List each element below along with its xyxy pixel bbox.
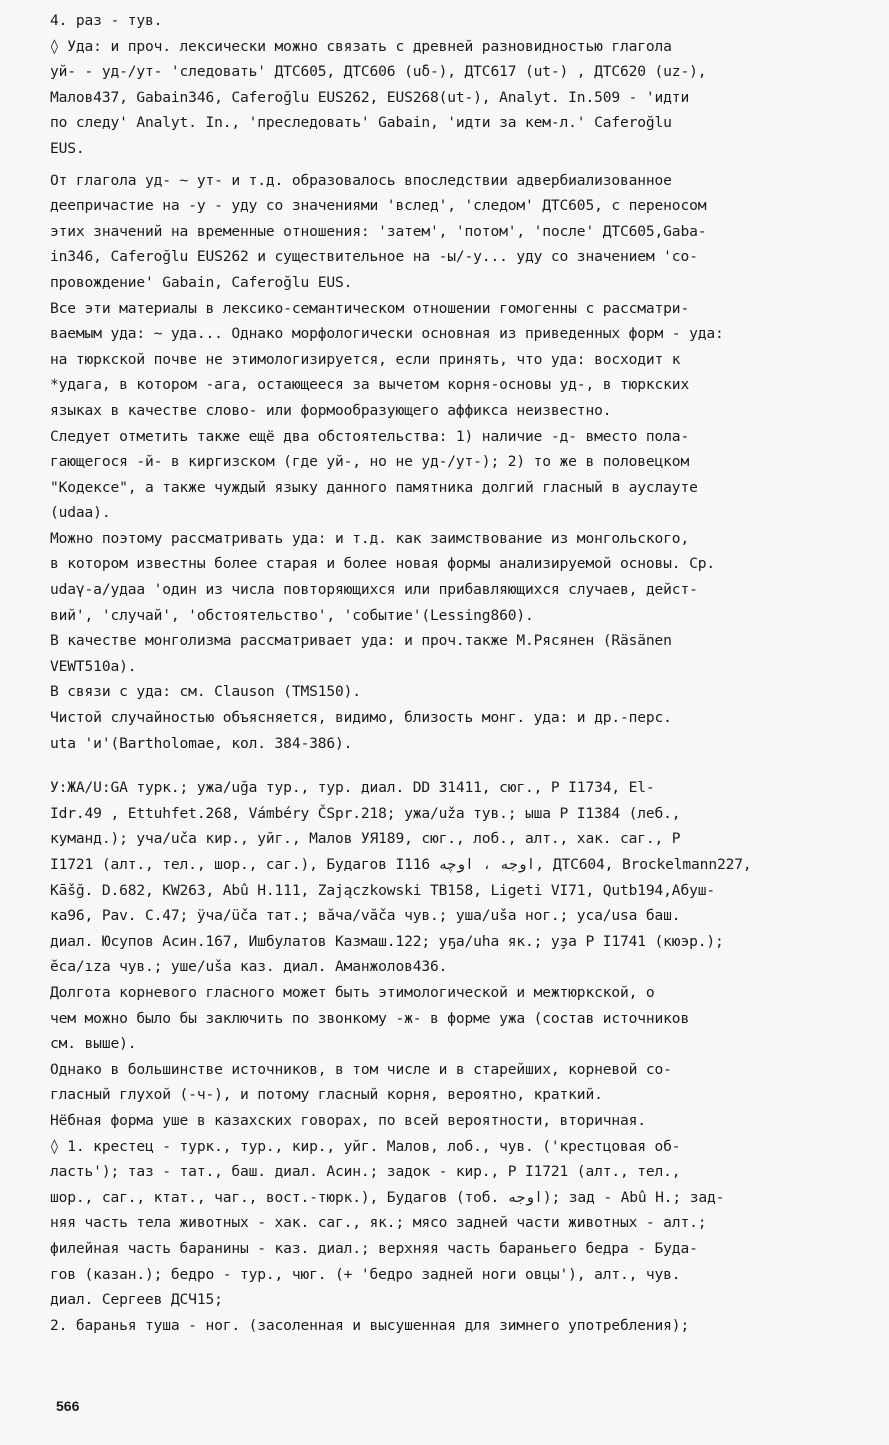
text-block — [50, 296, 872, 424]
text-line: чем можно было бы заключить по звонкому -ж- в форме ужа (состав источников — [50, 1009, 690, 1027]
text-line: см. выше). — [50, 1035, 137, 1053]
text-line: Следует отметить также ещё два обстоятельства: 1) наличие -д- вместо пола- — [50, 427, 690, 445]
text-line: Долгота корневого гласного может быть этимологической и межтюркской, о — [50, 983, 655, 1001]
text-line: in346, Caferoğlu EUS262 и существительное на -ы/-у... уду со значением 'со- — [50, 248, 698, 266]
text-line: Можно поэтому рассматривать уда: и т.д. как заимствование из монгольского, — [50, 529, 690, 547]
page-body — [50, 8, 872, 1338]
text-line: диал. Сергеев ДСЧ15; — [50, 1291, 223, 1309]
text-line: I1721 (алт., тел., шор., саг.), Будагов I116 اوجه ، اوچه, ДТС604, Brockelmann227, — [50, 856, 752, 873]
text-line: ка96, Pav. C.47; ӱча/üča тат.; вӑча/văča чув.; уша/uša ног.; уса/usa баш. — [50, 907, 681, 925]
text-line: Kāšğ. D.682, KW263, Abû H.111, Zajączkowski TB158, Ligeti VI71, Qutb194,Абуш- — [50, 881, 715, 899]
text-block — [50, 980, 872, 1057]
text-line: ласть'); таз - тат., баш. диал. Асин.; задок - кир., Р I1721 (алт., тел., — [50, 1163, 681, 1181]
text-line: диал. Юсупов Асин.167, Ишбулатов Казмаш.122; уҕа/uha як.; уҙа Р I1741 (кюэр.); — [50, 932, 724, 950]
text-line: В связи с уда: см. Clauson (TMS150). — [50, 683, 361, 701]
text-line: uta 'и'(Bartholomae, кол. 384-386). — [50, 734, 353, 752]
page-number: 566 — [56, 1398, 80, 1414]
text-line: *удага, в котором -ага, остающееся за вычетом корня-основы уд-, в тюркских — [50, 376, 690, 394]
text-line: Нёбная форма уше в казахских говорах, по всей вероятности, вторичная. — [50, 1111, 646, 1129]
text-line: провождение' Gabain, Caferoğlu EUS. — [50, 273, 353, 291]
text-block — [50, 424, 872, 526]
text-line: У:ЖА/U:GA турк.; ужа/uğa тур., тур. диал. DD 31411, сюг., Р I1734, El- — [50, 779, 655, 797]
text-line: на тюркской почве не этимологизируется, если принять, что уда: восходит к — [50, 350, 681, 368]
text-line: в котором известны более старая и более новая формы анализируемой основы. Ср. — [50, 555, 715, 573]
text-line: Все эти материалы в лексико-семантическом отношении гомогенны с рассматри- — [50, 299, 690, 317]
text-line: В качестве монголизма рассматривает уда: и проч.также М.Рясянен (Räsänen — [50, 632, 672, 650]
text-line: ◊ Уда: и проч. лексически можно связать с древней разновидностью глагола — [50, 37, 672, 55]
block-gap — [50, 756, 872, 775]
text-line: этих значений на временные отношения: 'затем', 'потом', 'после' ДТС605,Gaba- — [50, 222, 707, 240]
text-line: ӗса/ıza чув.; уше/uša каз. диал. Аманжолов436. — [50, 958, 448, 976]
text-line: ваемым уда: ~ уда... Однако морфологически основная из приведенных форм - уда: — [50, 325, 724, 343]
text-line: "Кодексе", а также чуждый языку данного памятника долгий гласный в ауслауте — [50, 478, 698, 496]
text-line: EUS. — [50, 139, 85, 157]
text-line: гов (казан.); бедро - тур., чюг. (+ 'бедро задней ноги овцы'), алт., чув. — [50, 1265, 681, 1283]
text-line: Малов437, Gabain346, Caferoğlu EUS262, EUS268(ut-), Analyt. In.509 - 'идти — [50, 88, 690, 106]
text-block — [50, 168, 872, 296]
text-line: (udaa). — [50, 504, 111, 522]
text-line: ◊ 1. крестец - турк., тур., кир., уйг. Малов, лоб., чув. ('крестцовая об- — [50, 1137, 681, 1155]
text-line: вий', 'случай', 'обстоятельство', 'событие'(Lessing860). — [50, 606, 534, 624]
text-line: языках в качестве слово- или формообразующего аффикса неизвестно. — [50, 401, 612, 419]
text-line: VEWT510a). — [50, 657, 137, 675]
text-line: гласный глухой (-ч-), и потому гласный корня, вероятно, краткий. — [50, 1086, 603, 1104]
text-line: няя часть тела животных - хак. саг., як.; мясо задней части животных - алт.; — [50, 1214, 707, 1232]
text-line: куманд.); уча/uča кир., уйг., Малов УЯ189, сюг., лоб., алт., хак. саг., Р — [50, 830, 681, 848]
text-line: udaγ-a/удаа 'один из числа повторяющихся или прибавляющихся случаев, дейст- — [50, 581, 698, 599]
text-block — [50, 8, 872, 162]
text-line: Чистой случайностью объясняется, видимо, близость монг. уда: и др.-перс. — [50, 709, 672, 727]
text-line: Однако в большинстве источников, в том числе и в старейших, корневой со- — [50, 1060, 672, 1078]
text-block — [50, 775, 872, 980]
text-block — [50, 526, 872, 756]
text-line: 2. баранья туша - ног. (засоленная и высушенная для зимнего употребления); — [50, 1316, 690, 1334]
text-line: От глагола уд- ~ ут- и т.д. образовалось впоследствии адвербиализованное — [50, 171, 672, 189]
text-line: гающегося -й- в киргизском (где уй-, но не уд-/ут-); 2) то же в половецком — [50, 453, 690, 471]
text-line: деепричастие на -у - уду со значениями 'вслед', 'следом' ДТС605, с переносом — [50, 197, 707, 215]
text-line: уй- - уд-/ут- 'следовать' ДТС605, ДТС606 (uδ-), ДТС617 (ut-) , ДТС620 (uz-), — [50, 63, 707, 81]
text-line: по следу' Analyt. In., 'преследовать' Gabain, 'идти за кем-л.' Caferoğlu — [50, 114, 672, 132]
text-line: 4. раз - тув. — [50, 12, 163, 29]
text-line: шор., саг., ктат., чаг., вост.-тюрк.), Будагов (тоб. اوجه); зад - Abû H.; зад- — [50, 1188, 725, 1206]
text-block — [50, 1057, 872, 1339]
text-line: Idr.49 , Ettuhfet.268, Vámbéry ČSpr.218; ужа/uža тув.; ыша Р I1384 (леб., — [50, 804, 681, 822]
text-line: филейная часть баранины - каз. диал.; верхняя часть бараньего бедра - Буда- — [50, 1239, 698, 1257]
